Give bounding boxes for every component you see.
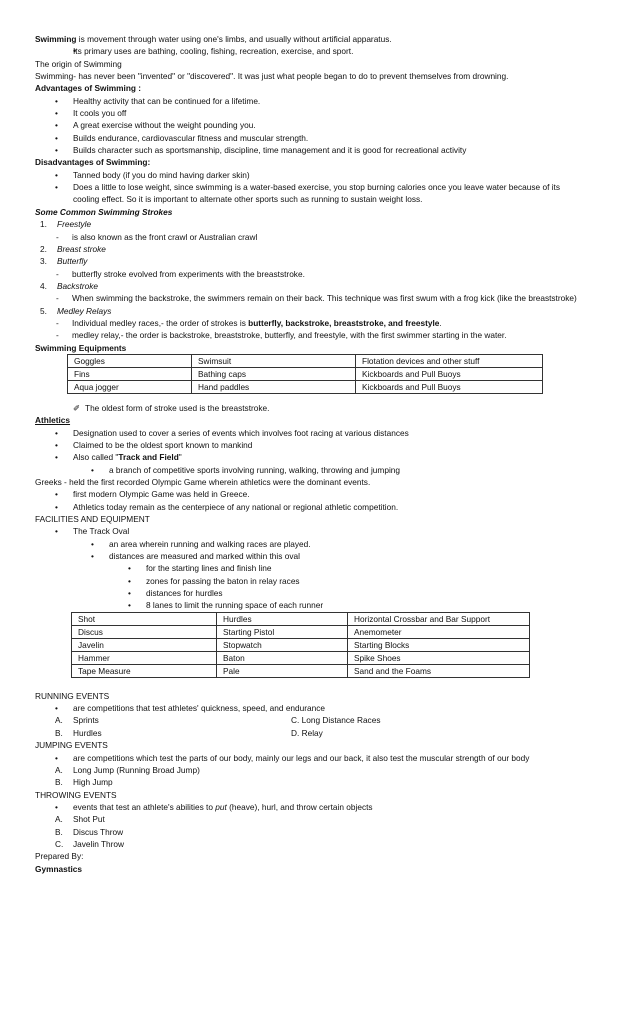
list-item: • Tanned body (if you do mind having darker skin) — [55, 169, 250, 180]
list-item: • 8 lanes to limit the running space of each runner — [128, 600, 324, 611]
table-row: Tape Measure Pale Sand and the Foams — [72, 664, 530, 677]
list-item: • Healthy activity that can be continued for a lifetime. — [55, 95, 261, 106]
jumping-title: JUMPING EVENTS — [35, 740, 108, 751]
athletics-title: Athletics — [35, 415, 71, 426]
list-item: • Does a little to lose weight, since swimming is a water-based exercise, you stop burning calories once you leave water because of its cooling effect. So it is important to alternate other sports such as running to sustain weight loss. — [55, 182, 560, 205]
table-row: Goggles Swimsuit Flotation devices and other stuff — [68, 354, 543, 367]
disadvantages-title: Disadvantages of Swimming: — [35, 157, 151, 168]
origin-title: The origin of Swimming — [35, 58, 122, 69]
list-item: • Claimed to be the oldest sport known to mankind — [55, 439, 253, 450]
facilities-title: FACILITIES AND EQUIPMENT — [35, 514, 150, 525]
list-item: • for the starting lines and finish line — [128, 563, 272, 574]
table-row: Aqua jogger Hand paddles Kickboards and Pull Buoys — [68, 380, 543, 393]
list-item: - Individual medley races,- the order of strokes is butterfly, backstroke, breaststroke, and freestyle. — [56, 317, 442, 328]
advantages-list — [35, 95, 590, 157]
list-item: • are competitions which test the parts of our body, mainly our legs and our back, it also test the muscular strength of our body — [55, 752, 530, 763]
document-page — [35, 33, 590, 875]
running-title: RUNNING EVENTS — [35, 690, 110, 701]
list-item: 3. Butterfly — [40, 256, 88, 267]
list-item: • Athletics today remain as the centerpiece of any national or regional athletic competition. — [55, 501, 399, 512]
gymnastics-title: Gymnastics — [35, 863, 83, 874]
table-row: Shot Hurdles Horizontal Crossbar and Bar Support — [72, 612, 530, 625]
list-item: • Builds character such as sportsmanship, discipline, time management and it is good for recreational activity — [55, 145, 467, 156]
list-item: - is also known as the front crawl or Australian crawl — [56, 231, 258, 242]
strokes-title: Some Common Swimming Strokes — [35, 206, 173, 217]
list-item: B. High Jump — [55, 777, 113, 788]
pencil-icon: ✐ — [73, 402, 80, 413]
list-item: 5. Medley Relays — [40, 305, 112, 316]
list-item: - medley relay,- the order is backstroke, breaststroke, butterfly, and freestyle, with the first swimmer starting in the water. — [56, 330, 507, 341]
list-item: C. Javelin Throw — [55, 838, 125, 849]
throwing-title: THROWING EVENTS — [35, 789, 117, 800]
list-item: A. Long Jump (Running Broad Jump) — [55, 764, 200, 775]
list-item: - When swimming the backstroke, the swimmers remain on their back. This technique was first swum with a frog kick (like the breaststroke) — [56, 293, 577, 304]
oldest-stroke-note: ✐ The oldest form of stroke used is the breaststroke. — [73, 402, 270, 413]
disadvantages-list — [35, 169, 590, 206]
list-item: B. Discus Throw — [55, 826, 124, 837]
list-item: • Builds endurance, cardiovascular fitness and muscular strength. — [55, 132, 309, 143]
swimming-equipment-table — [67, 354, 543, 394]
list-item: • events that test an athlete's abilities to put (heave), hurl, and throw certain objects — [55, 801, 373, 812]
list-item: • A great exercise without the weight pounding you. — [55, 120, 256, 131]
table-row: Discus Starting Pistol Anemometer — [72, 625, 530, 638]
table-row: Javelin Stopwatch Starting Blocks — [72, 638, 530, 651]
list-item: • Designation used to cover a series of events which involves foot racing at various distances — [55, 427, 409, 438]
list-item: • zones for passing the baton in relay races — [128, 575, 300, 586]
list-item: • distances for hurdles — [128, 588, 223, 599]
athletics-equipment-table — [71, 612, 530, 678]
origin-text: Swimming- has never been "invented" or "discovered". It was just what people began to do to prevent themselves from drowning. — [35, 71, 509, 82]
prepared-by: Prepared By: — [35, 851, 84, 862]
list-item: • It cools you off — [55, 108, 127, 119]
list-item: • a branch of competitive sports involving running, walking, throwing and jumping — [91, 464, 401, 475]
greeks-text: Greeks - held the first recorded Olympic Game wherein athletics were the dominant events. — [35, 477, 371, 487]
list-item: • are competitions that test athletes' quickness, speed, and endurance — [55, 703, 326, 714]
advantages-title: Advantages of Swimming : — [35, 83, 142, 94]
table-row: Hammer Baton Spike Shoes — [72, 651, 530, 664]
list-item: 1. Freestyle — [40, 219, 92, 230]
list-item: 2. Breast stroke — [40, 243, 106, 254]
table-row: Fins Bathing caps Kickboards and Pull Buoys — [68, 367, 543, 380]
equipments-title: Swimming Equipments — [35, 342, 127, 353]
list-item: A. Shot Put — [55, 814, 105, 825]
list-item: • first modern Olympic Game was held in Greece. — [55, 489, 250, 500]
list-item: A. Sprints C. Long Distance Races — [55, 715, 381, 726]
strokes-list — [35, 218, 590, 341]
list-item: • Also called "Track and Field" — [55, 452, 182, 463]
list-item: • an area wherein running and walking races are played. — [91, 538, 311, 549]
list-item: • The Track Oval — [55, 526, 130, 537]
list-item: B. Hurdles D. Relay — [55, 727, 323, 738]
swimming-definition: Swimming is movement through water using one's limbs, and usually without artificial apparatus. — [35, 34, 392, 44]
list-item: 4. Backstroke — [40, 280, 99, 291]
list-item: • distances are measured and marked within this oval — [91, 551, 300, 562]
swimming-uses-item: • Its primary uses are bathing, cooling, fishing, recreation, exercise, and sport. — [35, 45, 590, 57]
list-item: - butterfly stroke evolved from experiments with the breaststroke. — [56, 268, 305, 279]
